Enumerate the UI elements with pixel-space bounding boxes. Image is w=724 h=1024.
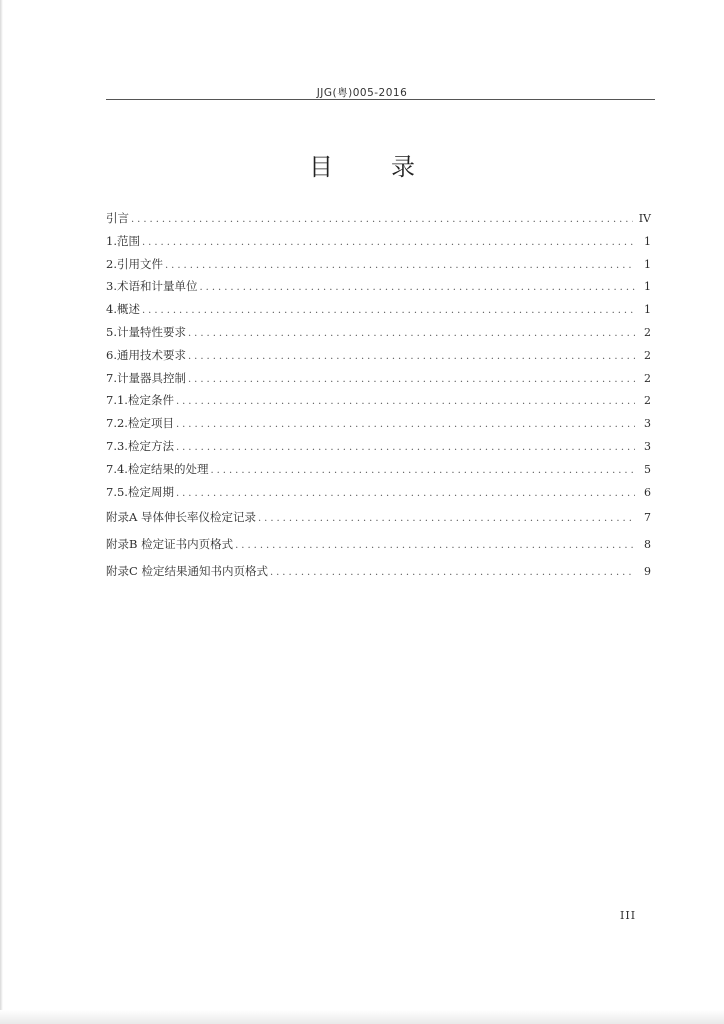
toc-entry-terms[interactable] — [106, 278, 651, 301]
toc-leader-dots — [258, 513, 635, 524]
toc-entry-title: 5.计量特性要求 — [106, 324, 186, 339]
toc-leader-dots — [176, 442, 635, 453]
toc-entry-page: 2 — [644, 325, 651, 339]
toc-entry-title: 6.通用技术要求 — [106, 347, 186, 362]
toc-entry-title: 1.范围 — [106, 233, 140, 248]
toc-entry-title: 3.术语和计量单位 — [106, 279, 198, 294]
toc-leader-dots — [176, 396, 635, 407]
toc-entry-title: 附录A 导体伸长率仪检定记录 — [106, 510, 256, 525]
page-title: 目录 — [309, 153, 473, 181]
toc-entry-title: 附录B 检定证书内页格式 — [106, 537, 234, 552]
toc-entry-appendix-b[interactable] — [106, 536, 651, 563]
toc-leader-dots — [199, 282, 635, 293]
toc-entry-metrology-requirements[interactable] — [106, 324, 651, 347]
toc-entry-general-requirements[interactable] — [106, 347, 651, 370]
toc-entry-page: 2 — [644, 394, 651, 408]
page-edge-bottom — [0, 1010, 724, 1024]
toc-entry-title: 7.1.检定条件 — [106, 393, 174, 408]
toc-leader-dots — [176, 419, 635, 430]
page-number: III — [620, 909, 637, 922]
toc-leader-dots — [235, 540, 635, 551]
toc-entry-page: 6 — [644, 485, 651, 499]
table-of-contents — [106, 210, 651, 590]
toc-entry-title: 引言 — [106, 211, 129, 225]
toc-leader-dots — [188, 351, 635, 362]
toc-leader-dots — [188, 328, 635, 339]
toc-entry-page: 3 — [644, 439, 651, 453]
toc-leader-dots — [165, 260, 635, 271]
toc-entry-page: 7 — [644, 511, 651, 525]
toc-entry-overview[interactable] — [106, 301, 651, 324]
toc-leader-dots — [210, 465, 635, 476]
toc-entry-appendix-c[interactable] — [106, 563, 651, 590]
toc-entry-verification-items[interactable] — [106, 415, 651, 438]
toc-entry-instrument-control[interactable] — [106, 370, 651, 393]
toc-entry-scope[interactable] — [106, 233, 651, 256]
toc-entry-appendix-a[interactable] — [106, 509, 651, 536]
toc-entry-title: 2.引用文件 — [106, 256, 163, 271]
toc-entry-result-handling[interactable] — [106, 461, 651, 484]
toc-entry-page: 1 — [644, 257, 651, 271]
toc-entry-verification-period[interactable] — [106, 484, 651, 507]
toc-entry-page: 9 — [644, 565, 651, 579]
toc-entry-page: 8 — [644, 538, 651, 552]
toc-entry-title: 7.2.检定项目 — [106, 416, 174, 431]
toc-entry-page: 2 — [644, 371, 651, 385]
toc-leader-dots — [142, 237, 635, 248]
toc-entry-page: 2 — [644, 348, 651, 362]
toc-leader-dots — [131, 214, 633, 225]
toc-entry-verification-methods[interactable] — [106, 438, 651, 461]
toc-entry-title: 4.概述 — [106, 302, 140, 317]
toc-entry-page: 1 — [644, 280, 651, 294]
toc-entry-title: 7.5.检定周期 — [106, 484, 174, 499]
toc-entry-title: 7.4.检定结果的处理 — [106, 461, 209, 476]
toc-leader-dots — [142, 305, 635, 316]
toc-leader-dots — [188, 374, 635, 385]
toc-entry-verification-conditions[interactable] — [106, 392, 651, 415]
toc-entry-title: 附录C 检定结果通知书内页格式 — [106, 564, 268, 579]
toc-entry-intro[interactable] — [106, 210, 651, 233]
toc-entry-page: IV — [638, 212, 651, 225]
toc-entry-page: 3 — [644, 417, 651, 431]
standard-code-header: JJG(粤)005-2016 — [316, 87, 408, 99]
toc-entry-page: 5 — [644, 462, 651, 476]
toc-leader-dots — [176, 488, 635, 499]
header-rule — [106, 99, 655, 100]
toc-entry-page: 1 — [644, 234, 651, 248]
toc-entry-references[interactable] — [106, 256, 651, 279]
toc-leader-dots — [270, 567, 635, 578]
toc-entry-title: 7.3.检定方法 — [106, 438, 174, 453]
toc-entry-page: 1 — [644, 303, 651, 317]
toc-entry-title: 7.计量器具控制 — [106, 370, 186, 385]
